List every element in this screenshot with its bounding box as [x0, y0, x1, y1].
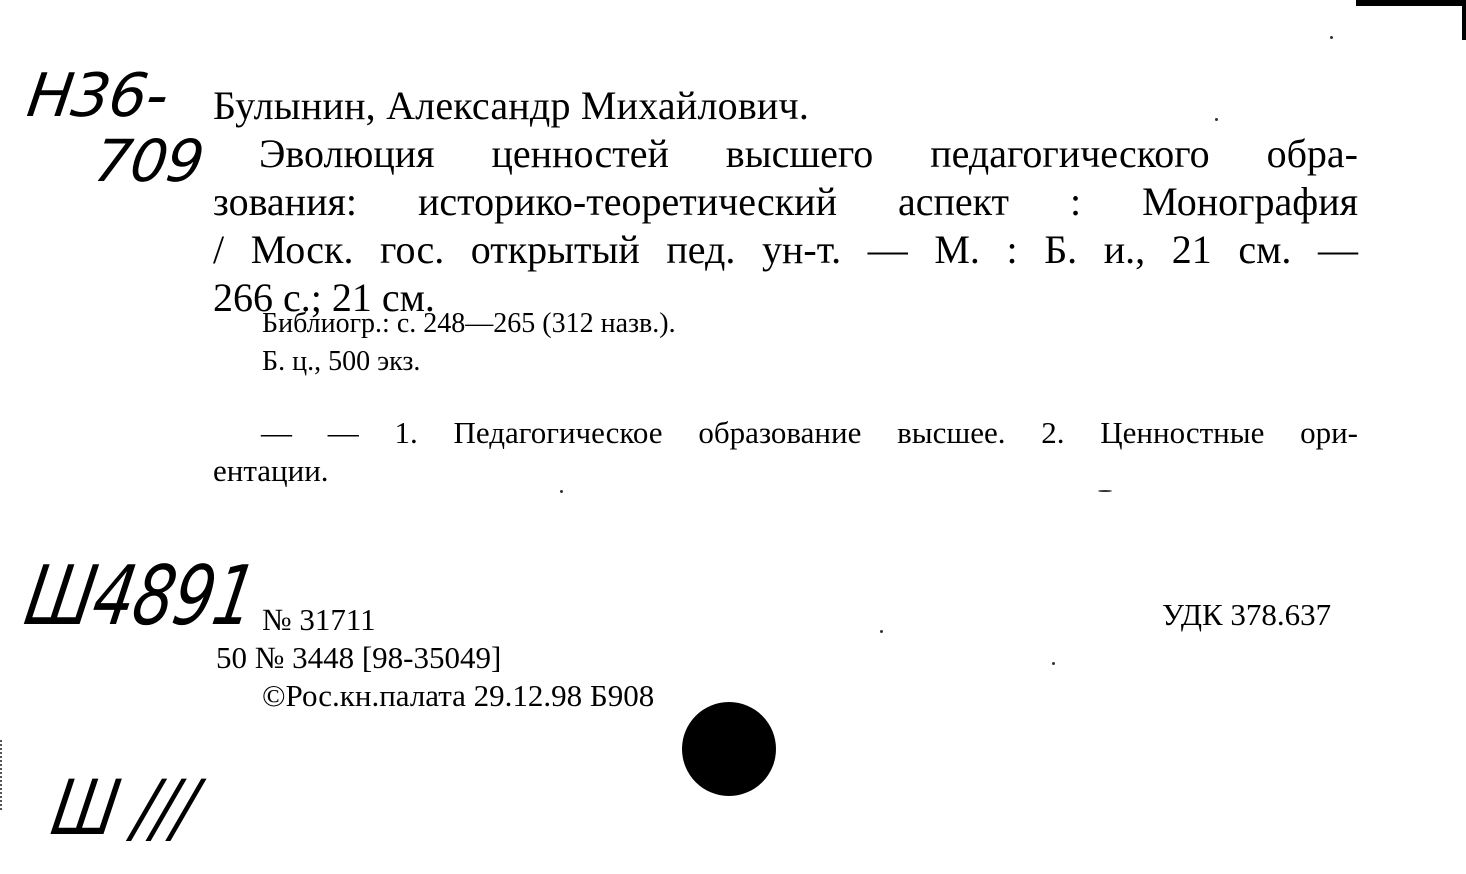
scan-speck	[1052, 662, 1055, 665]
card-punch-hole	[682, 702, 776, 796]
scan-corner-artifact	[1356, 0, 1466, 6]
handwritten-inventory-number: Ш4891	[18, 549, 263, 644]
title-line: / Моск. гос. открытый пед. ун-т. — М. : Б. и., 21 см. —	[213, 227, 1358, 272]
scan-speck	[560, 490, 563, 493]
price-copies-note: Б. ц., 500 экз.	[262, 346, 421, 377]
handwritten-bottom-mark: Ш ///	[45, 763, 204, 852]
card-number: № 31711	[262, 602, 376, 637]
title-description-block	[213, 130, 1358, 322]
copyright-line: ©Рос.кн.палата 29.12.98 Б908	[262, 678, 655, 713]
title-line: 266 с.; 21 см.	[213, 275, 435, 320]
handwritten-shelf-mark-line1: Н36-	[23, 61, 173, 131]
udk-classification: УДК 378.637	[1162, 597, 1332, 632]
scan-speck	[880, 630, 883, 633]
scan-speck	[1215, 118, 1218, 121]
scan-speck	[1330, 36, 1333, 39]
scan-left-edge-artifact	[0, 740, 5, 810]
scan-speck	[1098, 490, 1112, 492]
title-line: Эволюция ценностей высшего педагогического обра-	[259, 131, 1358, 176]
subject-line: ентации.	[213, 453, 329, 488]
scan-edge-artifact	[1462, 0, 1466, 40]
subject-line: — — 1. Педагогическое образование высшее. 2. Ценностные ори-	[261, 415, 1358, 450]
title-line: зования: историко-теоретический аспект : Монография	[213, 179, 1358, 224]
handwritten-shelf-mark-line2: 709	[90, 127, 208, 195]
registration-number: 50 № 3448 [98-35049]	[216, 640, 502, 675]
subject-headings	[213, 414, 1358, 490]
author-heading: Булынин, Александр Михайлович.	[213, 83, 810, 128]
bibliography-note: Библиогр.: с. 248—265 (312 назв.).	[262, 308, 676, 339]
